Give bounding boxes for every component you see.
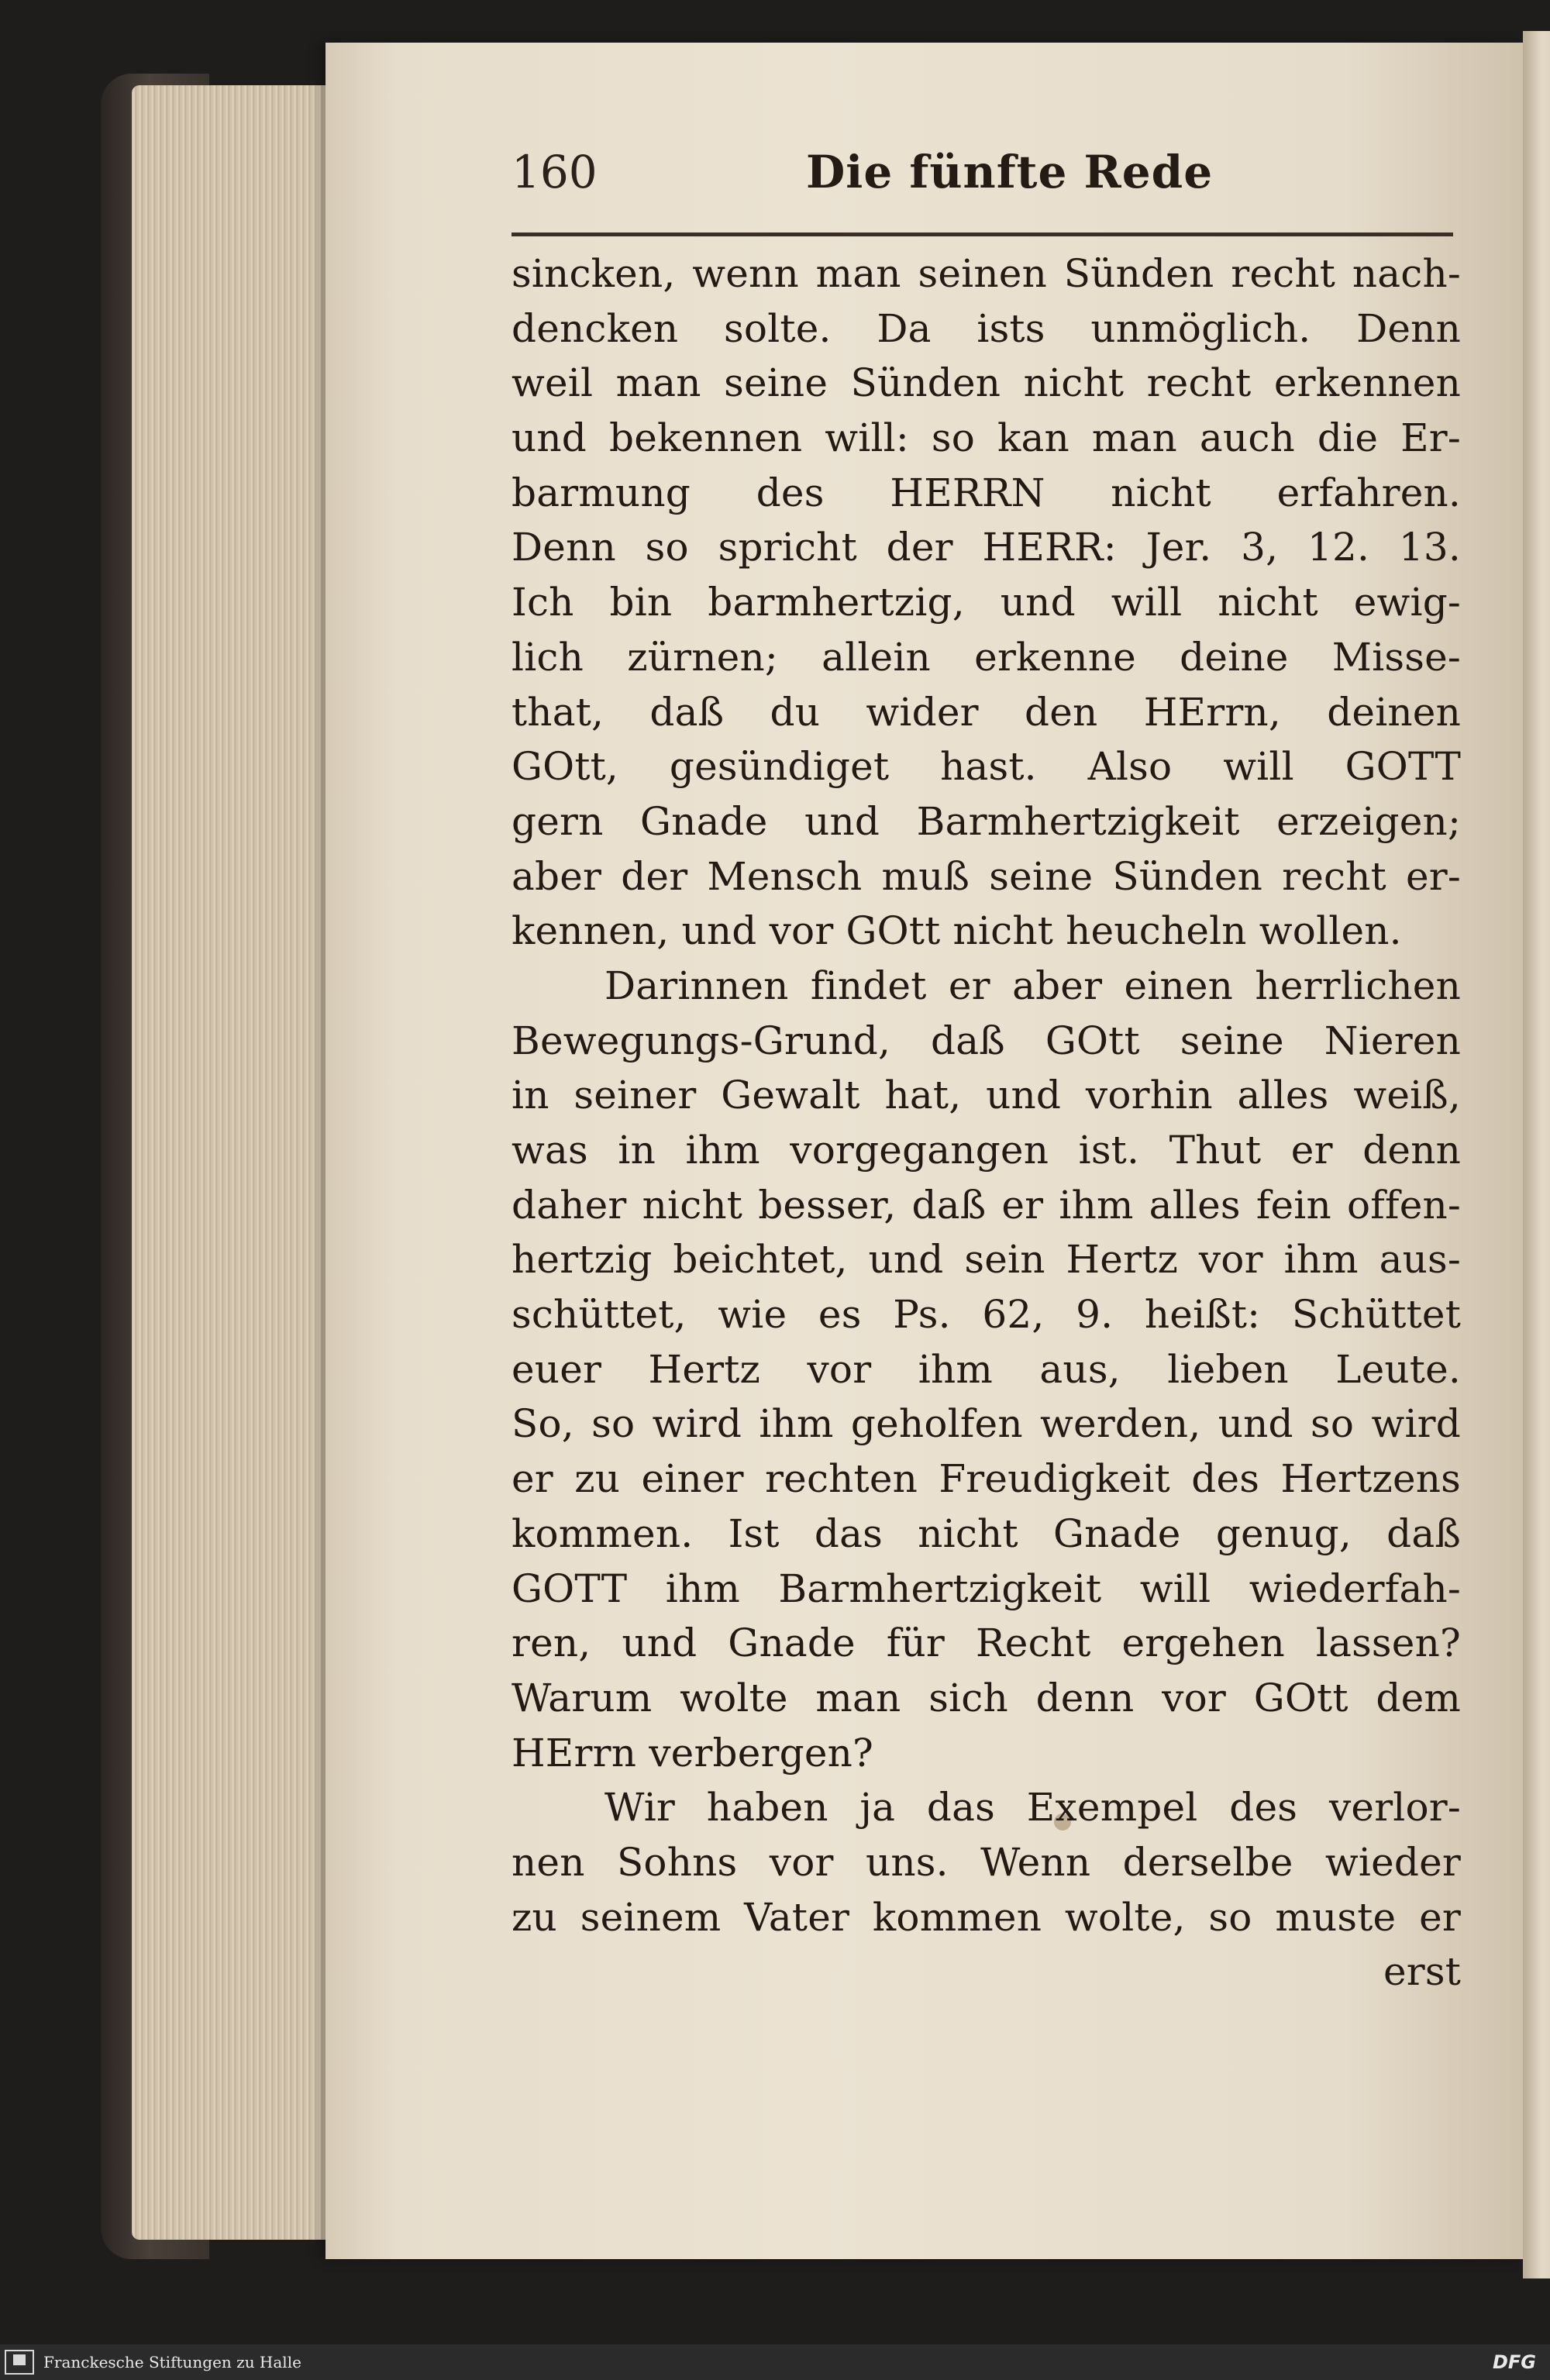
text-line: hertzig beichtet, und sein Hertz vor ihm aus- <box>512 1237 1461 1283</box>
text-line: Wir haben ja das Exempel des verlor- <box>604 1785 1461 1831</box>
header-rule <box>512 232 1453 236</box>
institution-name: Franckesche Stiftungen zu Halle <box>43 2353 301 2371</box>
text-line: Denn so spricht der HERR: Jer. 3, 12. 13. <box>512 525 1461 570</box>
text-line: Darinnen findet er aber einen herrlichen <box>604 963 1461 1008</box>
facing-page-edge <box>1523 31 1550 2278</box>
text-line: sincken, wenn man seinen Sünden recht nach- <box>512 251 1461 296</box>
text-line: kommen. Ist das nicht Gnade genug, daß <box>512 1510 1461 1556</box>
text-line: Bewegungs-Grund, daß GOtt seine Nieren <box>512 1018 1461 1063</box>
text-line: daher nicht besser, daß er ihm alles fein offen- <box>512 1182 1461 1228</box>
text-line: GOtt, gesündiget hast. Also will GOTT <box>512 744 1461 790</box>
text-line: aber der Mensch muß seine Sünden recht er- <box>512 853 1461 899</box>
text-line: zu seinem Vater kommen wolte, so muste er <box>512 1894 1461 1940</box>
page-edges <box>132 85 341 2240</box>
text-line: So, so wird ihm geholfen werden, und so wird <box>512 1401 1461 1447</box>
institution-logo-icon <box>5 2350 34 2375</box>
text-line: Ich bin barmhertzig, und will nicht ewig- <box>512 580 1461 625</box>
text-line: was in ihm vorgegangen ist. Thut er denn <box>512 1128 1461 1173</box>
running-head: Die fünfte Rede <box>806 146 1214 198</box>
text-line: euer Hertz vor ihm aus, lieben Leute. <box>512 1346 1461 1392</box>
text-line: barmung des HERRN nicht erfahren. <box>512 470 1461 515</box>
text-line: lich zürnen; allein erkenne deine Misse- <box>512 634 1461 680</box>
text-line: in seiner Gewalt hat, und vorhin alles weiß, <box>512 1073 1461 1118</box>
text-line: ren, und Gnade für Recht ergehen lassen? <box>512 1621 1461 1666</box>
body-text <box>512 246 1461 1999</box>
catchword: erst <box>1383 1949 1461 1995</box>
page-header <box>512 146 1442 215</box>
text-line: HErrn verbergen? <box>512 1730 874 1776</box>
viewer-footer <box>0 2344 1550 2380</box>
text-line: kennen, und vor GOtt nicht heucheln wollen. <box>512 908 1402 954</box>
text-line: GOTT ihm Barmhertzigkeit will wiederfah- <box>512 1565 1461 1611</box>
text-line: gern Gnade und Barmhertzigkeit erzeigen; <box>512 798 1461 844</box>
text-line: Warum wolte man sich denn vor GOtt dem <box>512 1675 1461 1720</box>
text-line: und bekennen will: so kan man auch die Er- <box>512 415 1461 461</box>
text-line: nen Sohns vor uns. Wenn derselbe wieder <box>512 1839 1461 1885</box>
text-line: dencken solte. Da ists unmöglich. Denn <box>512 305 1461 351</box>
dfg-logo: DFG <box>1492 2351 1536 2373</box>
text-line: that, daß du wider den HErrn, deinen <box>512 689 1461 735</box>
page-number: 160 <box>512 146 598 198</box>
text-line: er zu einer rechten Freudigkeit des Hertzens <box>512 1456 1461 1502</box>
text-line: schüttet, wie es Ps. 62, 9. heißt: Schüttet <box>512 1292 1461 1338</box>
text-line: weil man seine Sünden nicht recht erkennen <box>512 360 1461 406</box>
